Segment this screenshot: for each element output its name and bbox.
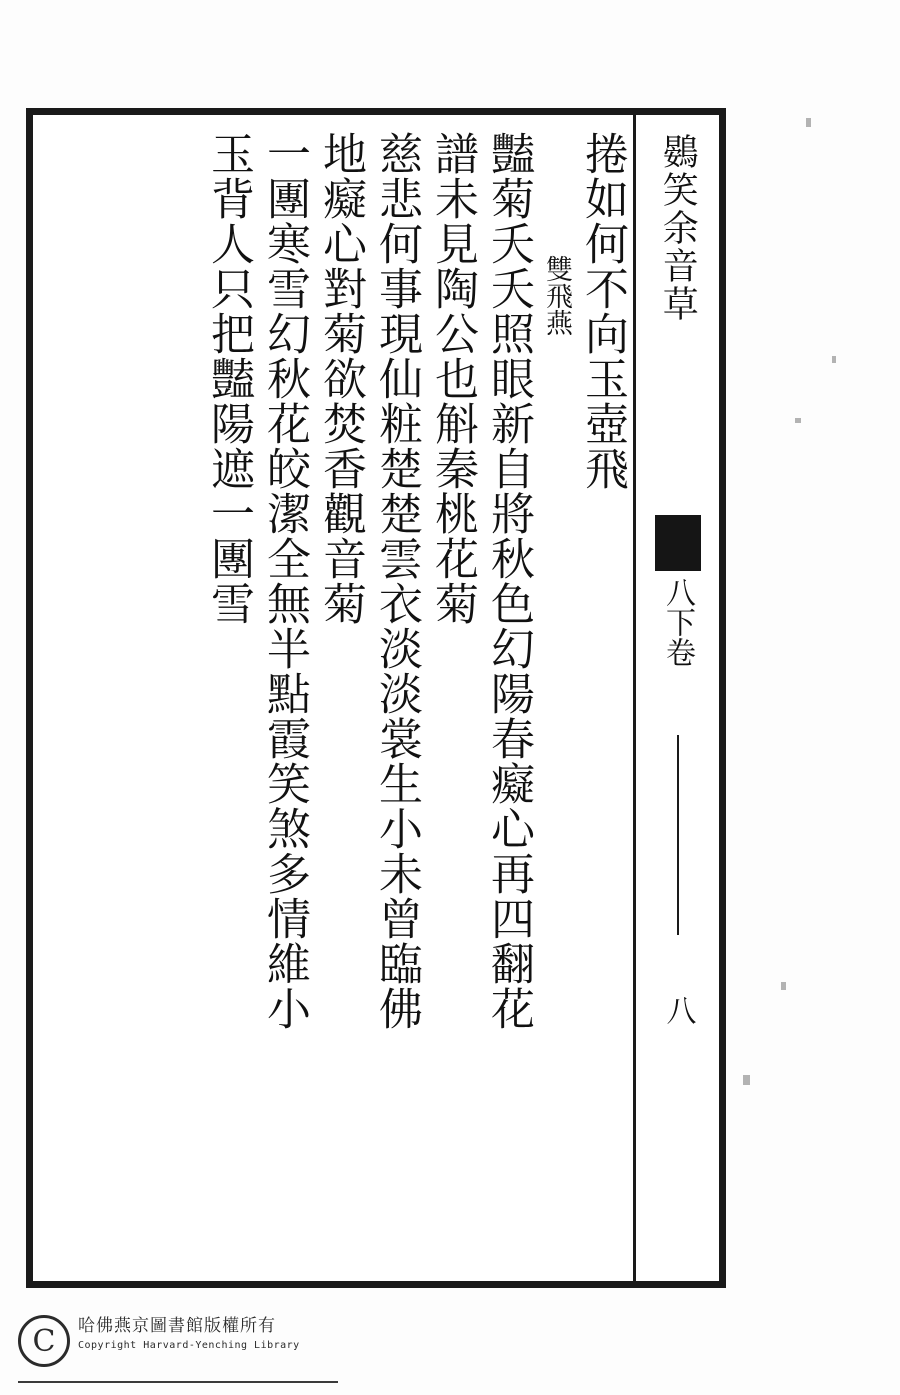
scan-speckle — [743, 1075, 750, 1085]
scan-speckle — [781, 982, 786, 990]
text-column: 譜未見陶公也斛秦桃花菊 — [427, 131, 478, 626]
text-column: 地癡心對菊欲焚香觀音菊 — [315, 131, 366, 626]
scan-speckle — [795, 418, 801, 423]
text-column: 豔菊夭夭照眼新自將秋色幻陽春癡心再四翻花 — [483, 131, 534, 1031]
page-number-label: 八 — [660, 995, 696, 1025]
text-column: 捲如何不向玉壺飛 — [577, 131, 628, 491]
library-copyright-stamp — [18, 1305, 338, 1383]
text-column: 玉背人只把豔陽遮一團雪 — [203, 131, 254, 626]
copyright-english-label: Copyright Harvard-Yenching Library — [78, 1340, 300, 1351]
copyright-stamp-text — [78, 1305, 300, 1351]
scan-speckle — [806, 118, 811, 127]
volume-label: 八下卷 — [660, 577, 695, 667]
text-column: 慈悲何事現仙粧楚楚雲衣淡淡裳生小未曾臨佛 — [371, 131, 422, 1031]
copyright-icon: C — [18, 1315, 70, 1367]
book-title-label: 鷃笑余音草 — [657, 133, 699, 323]
stamp-underline — [18, 1381, 338, 1383]
vertical-text-body — [43, 125, 627, 1271]
spine-black-fishtail-mark — [655, 515, 701, 571]
printed-page-frame — [26, 108, 726, 1288]
text-column: 一團寒雪幻秋花皎潔全無半點霞笑煞多情維小 — [259, 131, 310, 1031]
scan-speckle — [832, 356, 836, 363]
copyright-chinese-label: 哈佛燕京圖書館版權所有 — [78, 1316, 276, 1336]
banxin-spine-column — [633, 115, 719, 1281]
text-column-annotation: 雙飛燕 — [541, 255, 572, 336]
spine-divider-rule — [677, 735, 679, 935]
